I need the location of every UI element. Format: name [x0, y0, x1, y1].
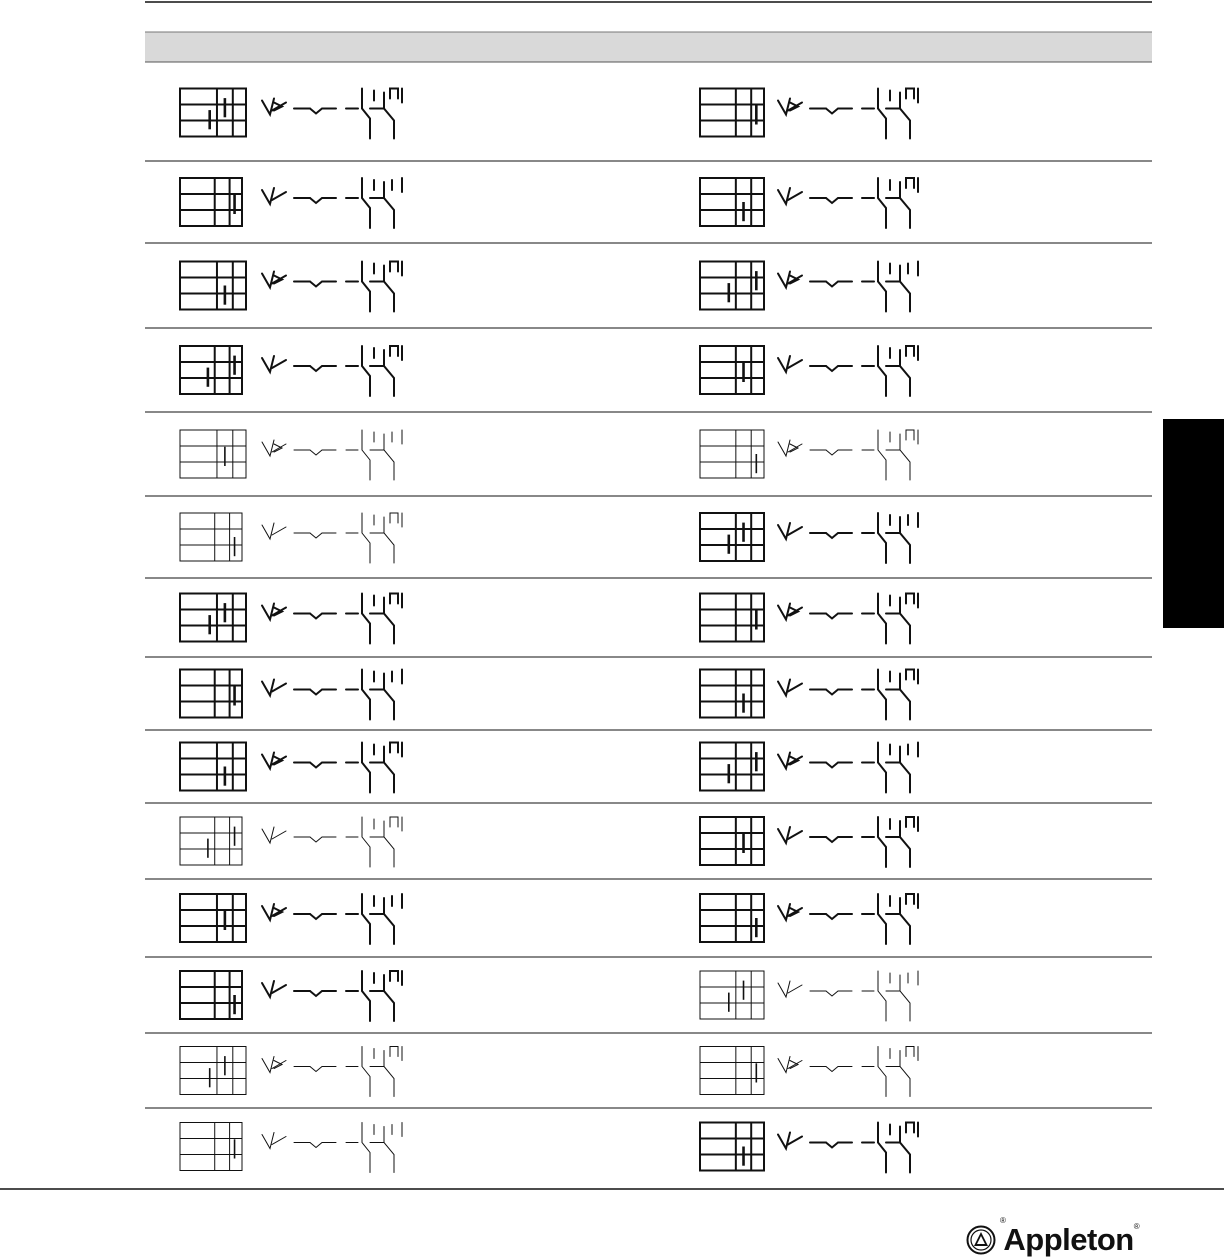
- contact-symbol: [262, 430, 402, 480]
- switch-position-grid: [180, 346, 242, 394]
- contact-symbol: [262, 894, 402, 944]
- diagram-row: [180, 89, 918, 139]
- registered-mark: ®: [1133, 1222, 1140, 1231]
- contact-symbol: [778, 178, 918, 228]
- contact-symbol: [778, 1123, 918, 1173]
- side-tab: [1163, 419, 1224, 628]
- switch-position-grid: [180, 513, 242, 561]
- switch-position-grid: [180, 262, 246, 310]
- switch-position-grid: [700, 1123, 764, 1171]
- switch-position-grid: [700, 594, 764, 642]
- switch-position-grid: [180, 971, 242, 1019]
- switch-position-grid: [700, 670, 764, 718]
- switch-position-grid: [700, 513, 764, 561]
- switch-position-grid: [700, 1047, 764, 1095]
- switch-position-grid: [180, 817, 242, 865]
- contact-symbol: [262, 743, 402, 793]
- switch-position-grid: [700, 817, 764, 865]
- contact-symbol: [262, 513, 402, 563]
- contact-symbol: [262, 178, 402, 228]
- switch-position-grid: [700, 430, 764, 478]
- diagram-row: [145, 730, 1152, 793]
- appleton-logo: [966, 1216, 1140, 1260]
- diagram-row: [145, 328, 1152, 396]
- switch-position-grid: [180, 1123, 242, 1171]
- diagram-row: [145, 1108, 1152, 1173]
- contact-symbol: [262, 1123, 402, 1173]
- contact-symbol: [778, 594, 918, 644]
- diagram-row: [145, 412, 1152, 480]
- diagram-row: [145, 1033, 1152, 1097]
- switch-position-grid: [700, 743, 764, 791]
- switch-position-grid: [180, 670, 242, 718]
- registered-mark-pre: ®: [1000, 1216, 1006, 1225]
- contact-symbol: [262, 594, 402, 644]
- diagram-row: [145, 879, 1152, 944]
- contact-symbol: [778, 262, 918, 312]
- switch-position-grid: [700, 89, 764, 137]
- diagram-row: [145, 243, 1152, 312]
- switch-position-grid: [700, 262, 764, 310]
- diagram-row: [145, 657, 1152, 720]
- contact-symbol: [262, 817, 402, 867]
- contact-symbol: [262, 89, 402, 139]
- brand-name: Appleton: [1003, 1222, 1134, 1257]
- contact-symbol: [778, 670, 918, 720]
- contact-symbol: [778, 430, 918, 480]
- contact-symbol: [262, 346, 402, 396]
- switch-position-grid: [700, 178, 764, 226]
- contact-symbol: [262, 1047, 402, 1097]
- diagram-row: [145, 803, 1152, 867]
- contact-symbol: [778, 1047, 918, 1097]
- switch-position-grid: [700, 894, 764, 942]
- diagram-row: [145, 161, 1152, 228]
- switch-position-grid: [180, 89, 246, 137]
- contact-symbol: [778, 971, 918, 1021]
- appleton-triangle-logo-icon: [966, 1225, 996, 1255]
- switch-position-grid: [180, 430, 246, 478]
- contact-symbol: [778, 346, 918, 396]
- switch-position-grid: [700, 346, 764, 394]
- contact-symbol: [262, 971, 402, 1021]
- contact-symbol: [778, 513, 918, 563]
- switch-position-grid: [180, 178, 242, 226]
- switch-position-grid: [180, 743, 246, 791]
- diagram-row: [145, 578, 1152, 644]
- diagram-row: [145, 496, 1152, 563]
- contact-symbol: [778, 89, 918, 139]
- contact-symbol: [262, 262, 402, 312]
- switch-position-grid: [180, 1047, 246, 1095]
- switch-position-grid: [700, 971, 764, 1019]
- diagram-row: [145, 957, 1152, 1021]
- contact-symbol: [778, 894, 918, 944]
- contact-symbol: [778, 743, 918, 793]
- switch-position-grid: [180, 594, 246, 642]
- switch-position-grid: [180, 894, 246, 942]
- contact-symbol: [778, 817, 918, 867]
- header-band: [145, 32, 1152, 62]
- contact-symbol: [262, 670, 402, 720]
